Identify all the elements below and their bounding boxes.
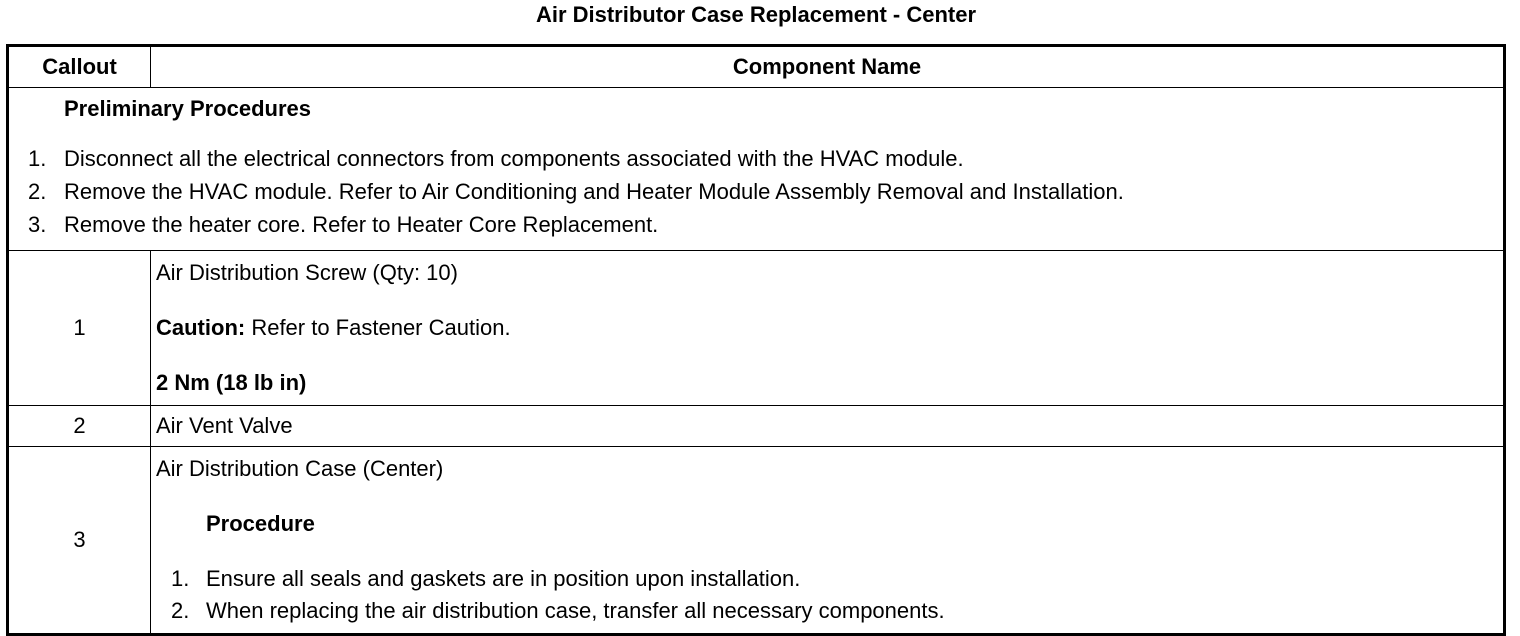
component-name: Air Vent Valve (156, 413, 293, 438)
procedure-step (156, 595, 1503, 627)
caution-label: Caution: (156, 315, 246, 340)
caution-note (156, 312, 1503, 344)
preliminary-step (9, 142, 1503, 175)
step-text: Remove the heater core. Refer to Heater Core Replacement. (64, 212, 659, 237)
step-text: Disconnect all the electrical connectors from components associated with the HVAC module. (64, 146, 964, 171)
page-title: Air Distributor Case Replacement - Center (535, 2, 977, 27)
table-row (8, 406, 1505, 447)
step-number: 1. (171, 566, 190, 591)
component-cell (151, 447, 1505, 635)
step-text: Remove the HVAC module. Refer to Air Conditioning and Heater Module Assembly Removal and Installation. (64, 179, 1124, 204)
procedure-heading: Procedure (206, 511, 315, 536)
table-row (8, 447, 1505, 635)
torque-spec: 2 Nm (18 lb in) (156, 370, 307, 395)
table-header-row (8, 46, 1505, 88)
step-number: 1. (28, 146, 47, 171)
step-text: When replacing the air distribution case, transfer all necessary components. (206, 598, 945, 623)
table-row (8, 251, 1505, 406)
procedure-steps (156, 563, 1503, 627)
step-text: Ensure all seals and gaskets are in position upon installation. (206, 566, 801, 591)
preliminary-steps (9, 142, 1503, 241)
component-cell (151, 251, 1505, 406)
preliminary-heading: Preliminary Procedures (64, 96, 312, 121)
caution-text: Refer to Fastener Caution. (245, 315, 511, 340)
component-name: Air Distribution Case (Center) (156, 456, 444, 481)
callout-cell: 1 (8, 251, 151, 406)
step-number: 2. (171, 598, 190, 623)
callout-header: Callout (8, 46, 151, 88)
component-table (6, 44, 1506, 636)
preliminary-row (8, 88, 1505, 251)
preliminary-step (9, 175, 1503, 208)
component-name-header: Component Name (151, 46, 1505, 88)
procedure-step (156, 563, 1503, 595)
callout-cell: 3 (8, 447, 151, 635)
step-number: 2. (28, 179, 47, 204)
callout-cell: 2 (8, 406, 151, 447)
component-cell (151, 406, 1505, 447)
preliminary-step (9, 208, 1503, 241)
step-number: 3. (28, 212, 47, 237)
preliminary-procedures (8, 88, 1505, 251)
component-name: Air Distribution Screw (Qty: 10) (156, 260, 458, 285)
